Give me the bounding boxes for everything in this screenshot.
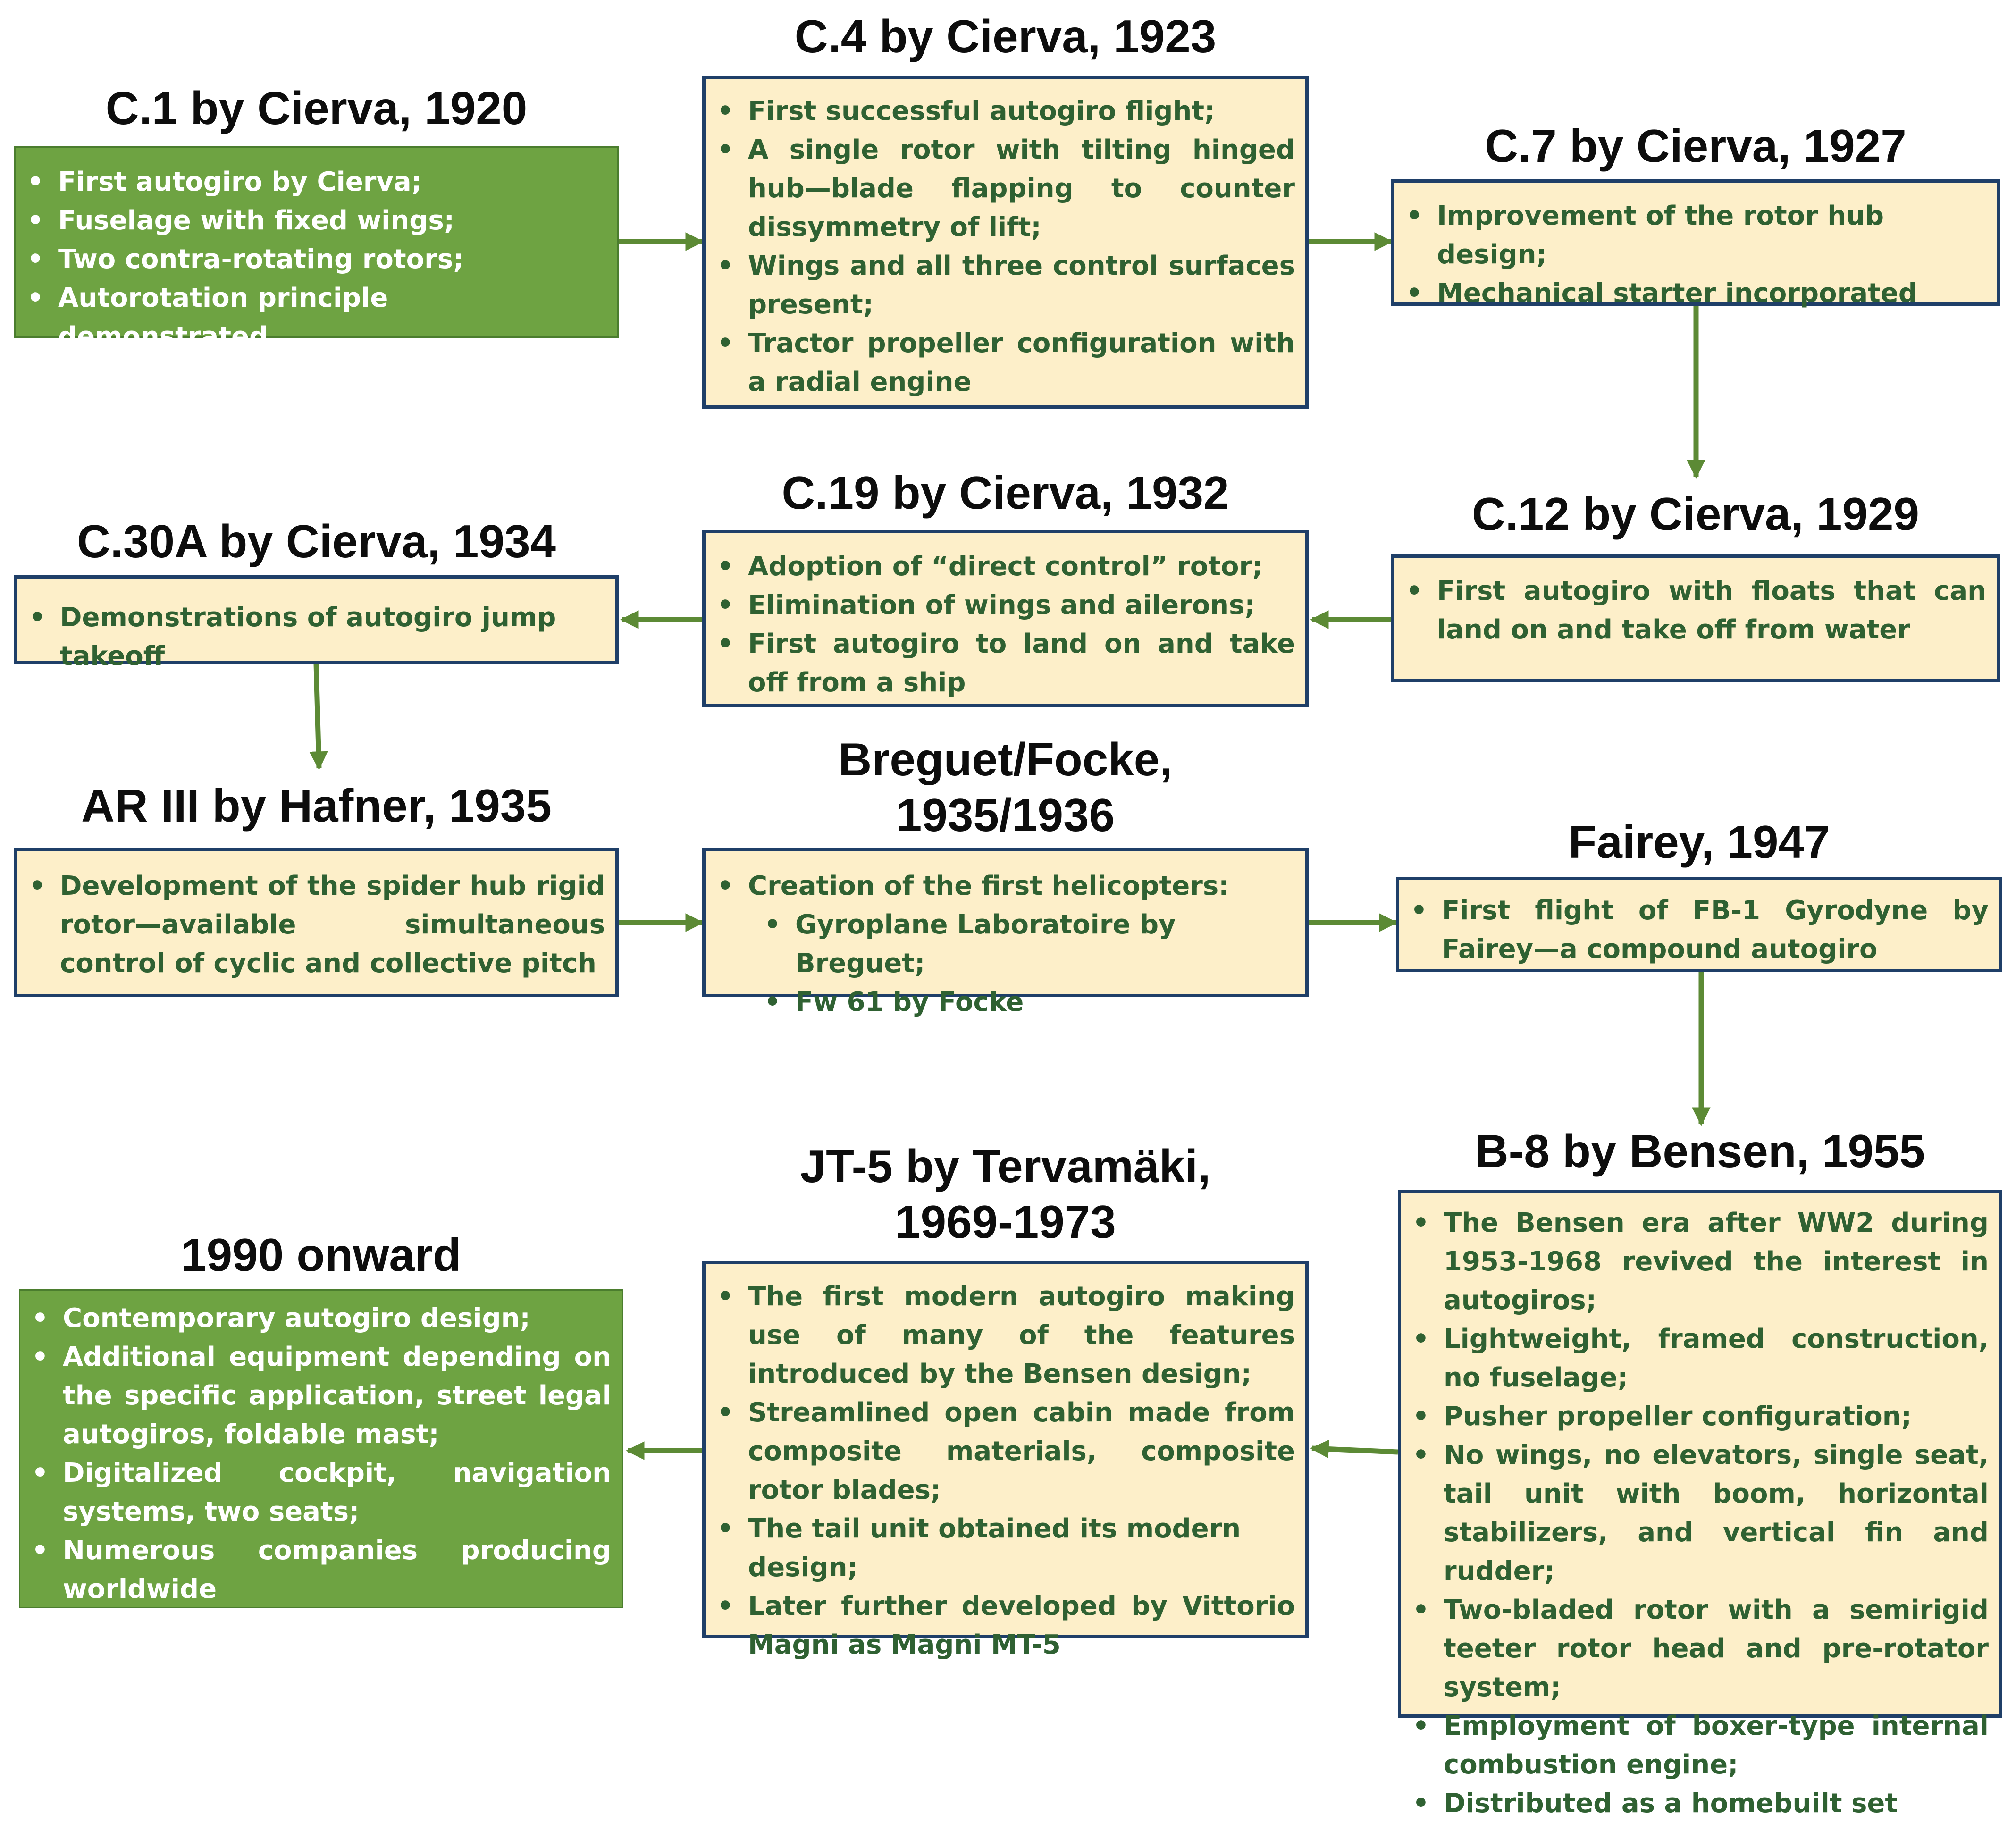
arrow-b8-to-jt5	[1312, 1448, 1398, 1452]
node-title-line-2: 1935/1936	[896, 789, 1115, 841]
bullet-item: • Wings and all three control surfaces present;	[748, 247, 1295, 324]
node-title: AR III by Hafner, 1935	[81, 780, 552, 832]
node-box	[1398, 1190, 2002, 1819]
bullet-item: • Employment of boxer-type internal combustion engine;	[1444, 1707, 1989, 1784]
bullet-item: • Digitalized cockpit, navigation systems, two seats;	[63, 1454, 611, 1531]
node-title-line-2: 1969-1973	[895, 1196, 1116, 1248]
node-box	[702, 76, 1309, 409]
node-title-line-1: Breguet/Focke,	[838, 733, 1173, 785]
bullet-item: • First autogiro with floats that can land on and take off from water	[1437, 572, 1986, 649]
node-box	[14, 575, 619, 672]
node-title: C.1 by Cierva, 1920	[105, 82, 528, 134]
node-title: C.30A by Cierva, 1934	[76, 515, 556, 567]
node-title: C.4 by Cierva, 1923	[794, 10, 1217, 62]
bullet-item: • Improvement of the rotor hub design;	[1437, 197, 1986, 274]
bullet-item: • Autorotation principle demonstrated	[58, 279, 607, 356]
node-box	[1396, 877, 2002, 972]
arrow-c30a-to-ar3	[316, 664, 319, 768]
bullet-item: • Adoption of “direct control” rotor;	[748, 547, 1295, 586]
bullet-item: • Mechanical starter incorporated	[1437, 274, 1986, 313]
bullet-item: • Lightweight, framed construction, no fuselage;	[1444, 1320, 1989, 1397]
node-box	[1391, 554, 2000, 682]
bullet-item: • Additional equipment depending on the specific application, street legal autogiros, foldable mast;	[63, 1338, 611, 1454]
node-box	[19, 1289, 623, 1608]
bullet-item: • Distributed as a homebuilt set	[1444, 1784, 1989, 1823]
bullet-item: • First autogiro to land on and take off from a ship	[748, 625, 1295, 702]
bullet-item: • The tail unit obtained its modern design;	[748, 1510, 1295, 1587]
node-box	[14, 848, 619, 997]
bullet-item: • The Bensen era after WW2 during 1953-1968 revived the interest in autogiros;	[1444, 1204, 1989, 1320]
bullet-item: • Later further developed by Vittorio Magni as Magni MT-5	[748, 1587, 1295, 1664]
sub-bullet-item: • Fw 61 by Focke	[795, 983, 1295, 1022]
bullet-item: • First flight of FB-1 Gyrodyne by Fairey—a compound autogiro	[1442, 891, 1989, 969]
node-box	[1391, 179, 2000, 309]
node-title: Fairey, 1947	[1568, 816, 1830, 868]
bullet-item: • Two-bladed rotor with a semirigid teeter rotor head and pre-rotator system;	[1444, 1591, 1989, 1707]
node-box	[14, 146, 619, 352]
bullet-item: • Fuselage with fixed wings;	[58, 202, 607, 240]
node-box	[702, 530, 1309, 707]
node-box	[702, 1261, 1309, 1660]
bullet-item: • First autogiro by Cierva;	[58, 163, 607, 202]
bullet-item: • Elimination of wings and ailerons;	[748, 586, 1295, 625]
bullet-item: • No wings, no elevators, single seat, tail unit with boom, horizontal stabilizers, and vertical fin and rudder;	[1444, 1436, 1989, 1591]
node-title: C.19 by Cierva, 1932	[781, 467, 1229, 519]
bullet-item: • Development of the spider hub rigid rotor—available simultaneous control of cyclic and collective pitch	[60, 867, 605, 983]
bullet-item: • Tractor propeller configuration with a radial engine	[748, 324, 1295, 402]
bullet-item: • Streamlined open cabin made from composite materials, composite rotor blades;	[748, 1394, 1295, 1510]
bullet-item: • Numerous companies producing worldwide	[63, 1531, 611, 1609]
bullet-text: Creation of the first helicopters:	[748, 871, 1229, 901]
bullet-item: • Contemporary autogiro design;	[63, 1299, 611, 1338]
bullet-item: • Pusher propeller configuration;	[1444, 1397, 1989, 1436]
bullet-item: • Two contra-rotating rotors;	[58, 240, 607, 279]
sub-bullet-item: • Gyroplane Laboratoire by Breguet;	[795, 906, 1295, 983]
bullet-item: • A single rotor with tilting hinged hub—blade flapping to counter dissymmetry of lift;	[748, 131, 1295, 247]
node-title-line-1: JT-5 by Tervamäki,	[800, 1140, 1211, 1192]
bullet-item: • Demonstrations of autogiro jump takeoff	[60, 598, 605, 676]
node-title: 1990 onward	[181, 1229, 461, 1281]
node-title: B-8 by Bensen, 1955	[1475, 1125, 1925, 1177]
node-title: C.7 by Cierva, 1927	[1485, 120, 1907, 172]
bullet-item: • The first modern autogiro making use of many of the features introduced by the Bensen design;	[748, 1277, 1295, 1394]
node-box	[702, 848, 1309, 1017]
node-title: C.12 by Cierva, 1929	[1472, 488, 1919, 540]
bullet-item: • First successful autogiro flight;	[748, 92, 1295, 131]
bullet-item	[748, 867, 1295, 1022]
